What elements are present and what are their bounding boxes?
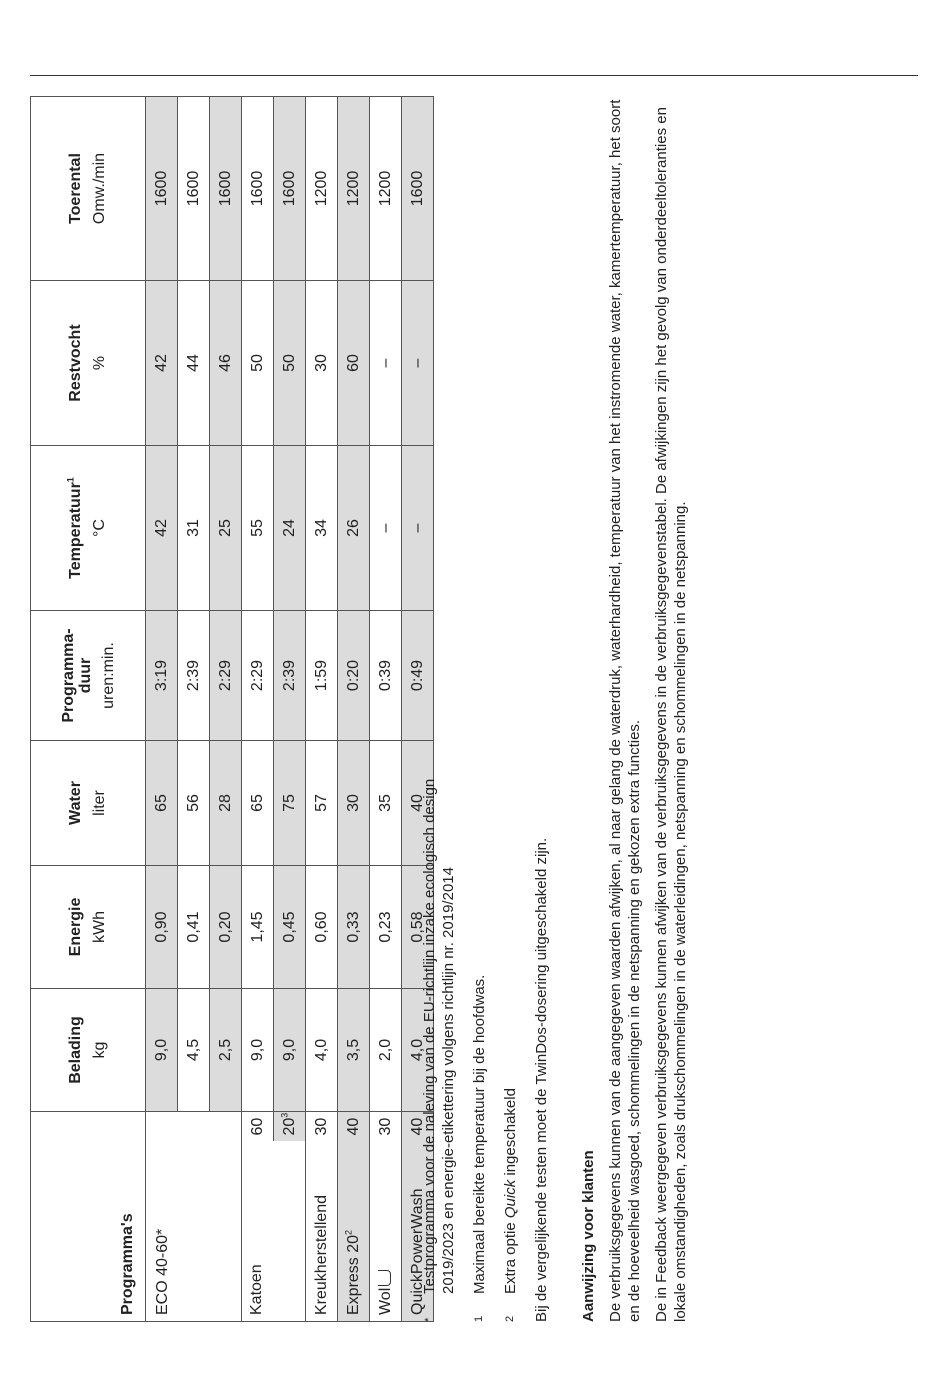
consumption-table [30,96,434,1322]
cell-energy: 0,33 [338,866,370,989]
program-name-katoen: Katoen [242,1142,306,1322]
header-load-unit: kg [91,1041,108,1059]
cell-speed: 1600 [146,97,178,281]
cell-moisture: – [370,281,402,446]
header-energy-label: Energie [67,897,84,957]
cell-moisture: – [402,281,434,446]
header-rule [30,75,918,76]
footnote-star-text: Testprogramma voor de naleving van de EU-richtlijn inzake ecologisch design 2019/2023 en energie-etikettering volgens richtlijn nr. 2019/2014 [421,778,457,1294]
cell-temp-setting: 60 [242,1112,274,1142]
program-name-quickpowerwash: QuickPowerWash [402,1142,434,1322]
cell-load: 2,0 [370,989,402,1112]
header-duration-unit: uren:min. [99,642,117,709]
cell-water: 35 [370,741,402,866]
table-row [242,97,274,1322]
cell-moisture: 50 [274,281,306,446]
advice-paragraph-2: De in Feedback weergegeven verbruiksgegevens kunnen afwijken van de verbruiksgegevens in de verbruiksgegevenstabel. De afwijkingen zijn het gevolg van onderdeeltoleranties en lokale omstandigheden, zoals drukschommelingen in de waterleidingen, netspanning en schommelingen in de netspanning. [653,107,689,1322]
cell-water: 56 [178,741,210,866]
cell-load: 9,0 [242,989,274,1112]
program-name-kreukherstellend: Kreukherstellend [306,1142,338,1322]
header-water-unit: liter [91,790,108,816]
cell-water: 65 [146,741,178,866]
cell-temperature: – [402,446,434,611]
cell-load: 4,0 [306,989,338,1112]
notes-section [420,97,698,1322]
footnote-2-text-a: Extra optie [502,1218,519,1294]
cell-speed: 1600 [274,97,306,281]
cell-moisture: 44 [178,281,210,446]
header-speed-unit: Omw./min [91,152,108,225]
cell-energy: 0,23 [370,866,402,989]
cell-moisture: 50 [242,281,274,446]
cell-temp-setting: 40 [338,1112,370,1142]
footnote-2-text [501,97,520,1294]
footnote-star [420,97,458,1322]
cell-temperature: 25 [210,446,242,611]
cell-load: 4,0 [402,989,434,1112]
cell-duration: 2:39 [274,611,306,741]
header-duration [31,611,146,741]
header-moisture-label: Restvocht [67,324,84,402]
header-duration-line1: Programma- [59,628,77,723]
cell-temperature: 26 [338,446,370,611]
cell-load: 4,5 [178,989,210,1112]
cell-load: 3,5 [338,989,370,1112]
table-row [338,97,370,1322]
advice-paragraph-1: De verbruiksgegevens kunnen van de aangegeven waarden afwijken, al naar gelang de waterdruk, waterhardheid, temperatuur van het instromende water, kamertemperatuur, het soort en de hoeveelheid wasgoed, schommelingen in de netspanning en gekozen extra functies. [607,99,643,1322]
temp-setting-sup: 3 [279,1112,290,1118]
header-temperature-unit: °C [91,519,108,537]
cell-load: 9,0 [274,989,306,1112]
cell-water: 28 [210,741,242,866]
cell-temp-setting: 30 [306,1112,338,1142]
cell-duration: 2:39 [178,611,210,741]
cell-temperature: 55 [242,446,274,611]
header-program: Programma's [31,1112,146,1322]
header-moisture [31,281,146,446]
program-wol-label: Wol [376,1287,394,1315]
cell-temp-setting: 40 [402,1112,434,1142]
program-name-express [338,1142,370,1322]
cell-speed: 1200 [338,97,370,281]
cell-energy: 0,41 [178,866,210,989]
cell-temp-setting: 30 [370,1112,402,1142]
cell-speed: 1200 [370,97,402,281]
table-row [370,97,402,1322]
cell-moisture: 60 [338,281,370,446]
program-express-label: Express 20 [344,1234,362,1315]
cell-duration: 0:39 [370,611,402,741]
table-header-row [31,97,146,1322]
cell-energy: 0,58 [402,866,434,989]
header-duration-line2: duur [76,657,94,694]
footnote-2-text-em: Quick [502,1179,519,1219]
table-row [274,97,306,1322]
footnote-1-mark: 1 [473,1315,485,1322]
header-temperature-sup: 1 [65,477,76,483]
cell-speed: 1600 [242,97,274,281]
cell-energy: 1,45 [242,866,274,989]
table-row [146,97,178,1322]
cell-water: 65 [242,741,274,866]
footnote-2-text-b: ingeschakeld [502,1088,519,1180]
header-temperature-label: Temperatuur [67,482,84,579]
header-energy-unit: kWh [91,911,108,943]
header-temperature [31,446,146,611]
cell-temperature: 31 [178,446,210,611]
program-name-wol [370,1142,402,1322]
cell-energy: 0,90 [146,866,178,989]
header-water [31,741,146,866]
header-speed [31,97,146,281]
cell-duration: 3:19 [146,611,178,741]
header-load [31,989,146,1112]
cell-moisture: 42 [146,281,178,446]
cell-speed: 1600 [210,97,242,281]
temp-setting-value: 20 [280,1117,298,1136]
header-speed-label: Toerental [67,153,84,224]
header-moisture-unit: % [91,355,108,371]
footnote-star-mark: * [423,1317,435,1322]
wool-hand-wash-icon [378,1270,391,1286]
cell-duration: 1:59 [306,611,338,741]
twindos-note: Bij de vergelijkende testen moet de TwinDos-dosering uitgeschakeld zijn. [533,837,550,1322]
cell-duration: 2:29 [242,611,274,741]
cell-speed: 1200 [306,97,338,281]
rotated-content [30,97,750,1322]
cell-speed: 1600 [178,97,210,281]
cell-load: 9,0 [146,989,178,1112]
cell-temp-setting [274,1112,306,1142]
footnote-1 [470,97,489,1322]
cell-energy: 0,45 [274,866,306,989]
cell-temperature: 34 [306,446,338,611]
cell-water: 30 [338,741,370,866]
cell-temperature: – [370,446,402,611]
header-energy [31,866,146,989]
cell-energy: 0,60 [306,866,338,989]
footnote-1-text: Maximaal bereikte temperatuur bij de hoofdwas. [471,974,488,1294]
program-name-eco: ECO 40-60* [146,1112,242,1322]
cell-water: 40 [402,741,434,866]
cell-temperature: 42 [146,446,178,611]
footnote-2-mark: 2 [504,1315,516,1322]
cell-moisture: 30 [306,281,338,446]
cell-duration: 0:49 [402,611,434,741]
cell-duration: 0:20 [338,611,370,741]
cell-water: 75 [274,741,306,866]
table-row [306,97,338,1322]
header-load-label: Belading [67,1016,84,1084]
cell-duration: 2:29 [210,611,242,741]
cell-temperature: 24 [274,446,306,611]
cell-water: 57 [306,741,338,866]
cell-energy: 0,20 [210,866,242,989]
cell-load: 2,5 [210,989,242,1112]
header-water-label: Water [67,781,84,825]
cell-speed: 1600 [402,97,434,281]
advice-title: Aanwijzing voor klanten [580,1150,597,1322]
footnote-2 [501,97,520,1322]
program-express-sup: 2 [343,1229,354,1235]
cell-moisture: 46 [210,281,242,446]
